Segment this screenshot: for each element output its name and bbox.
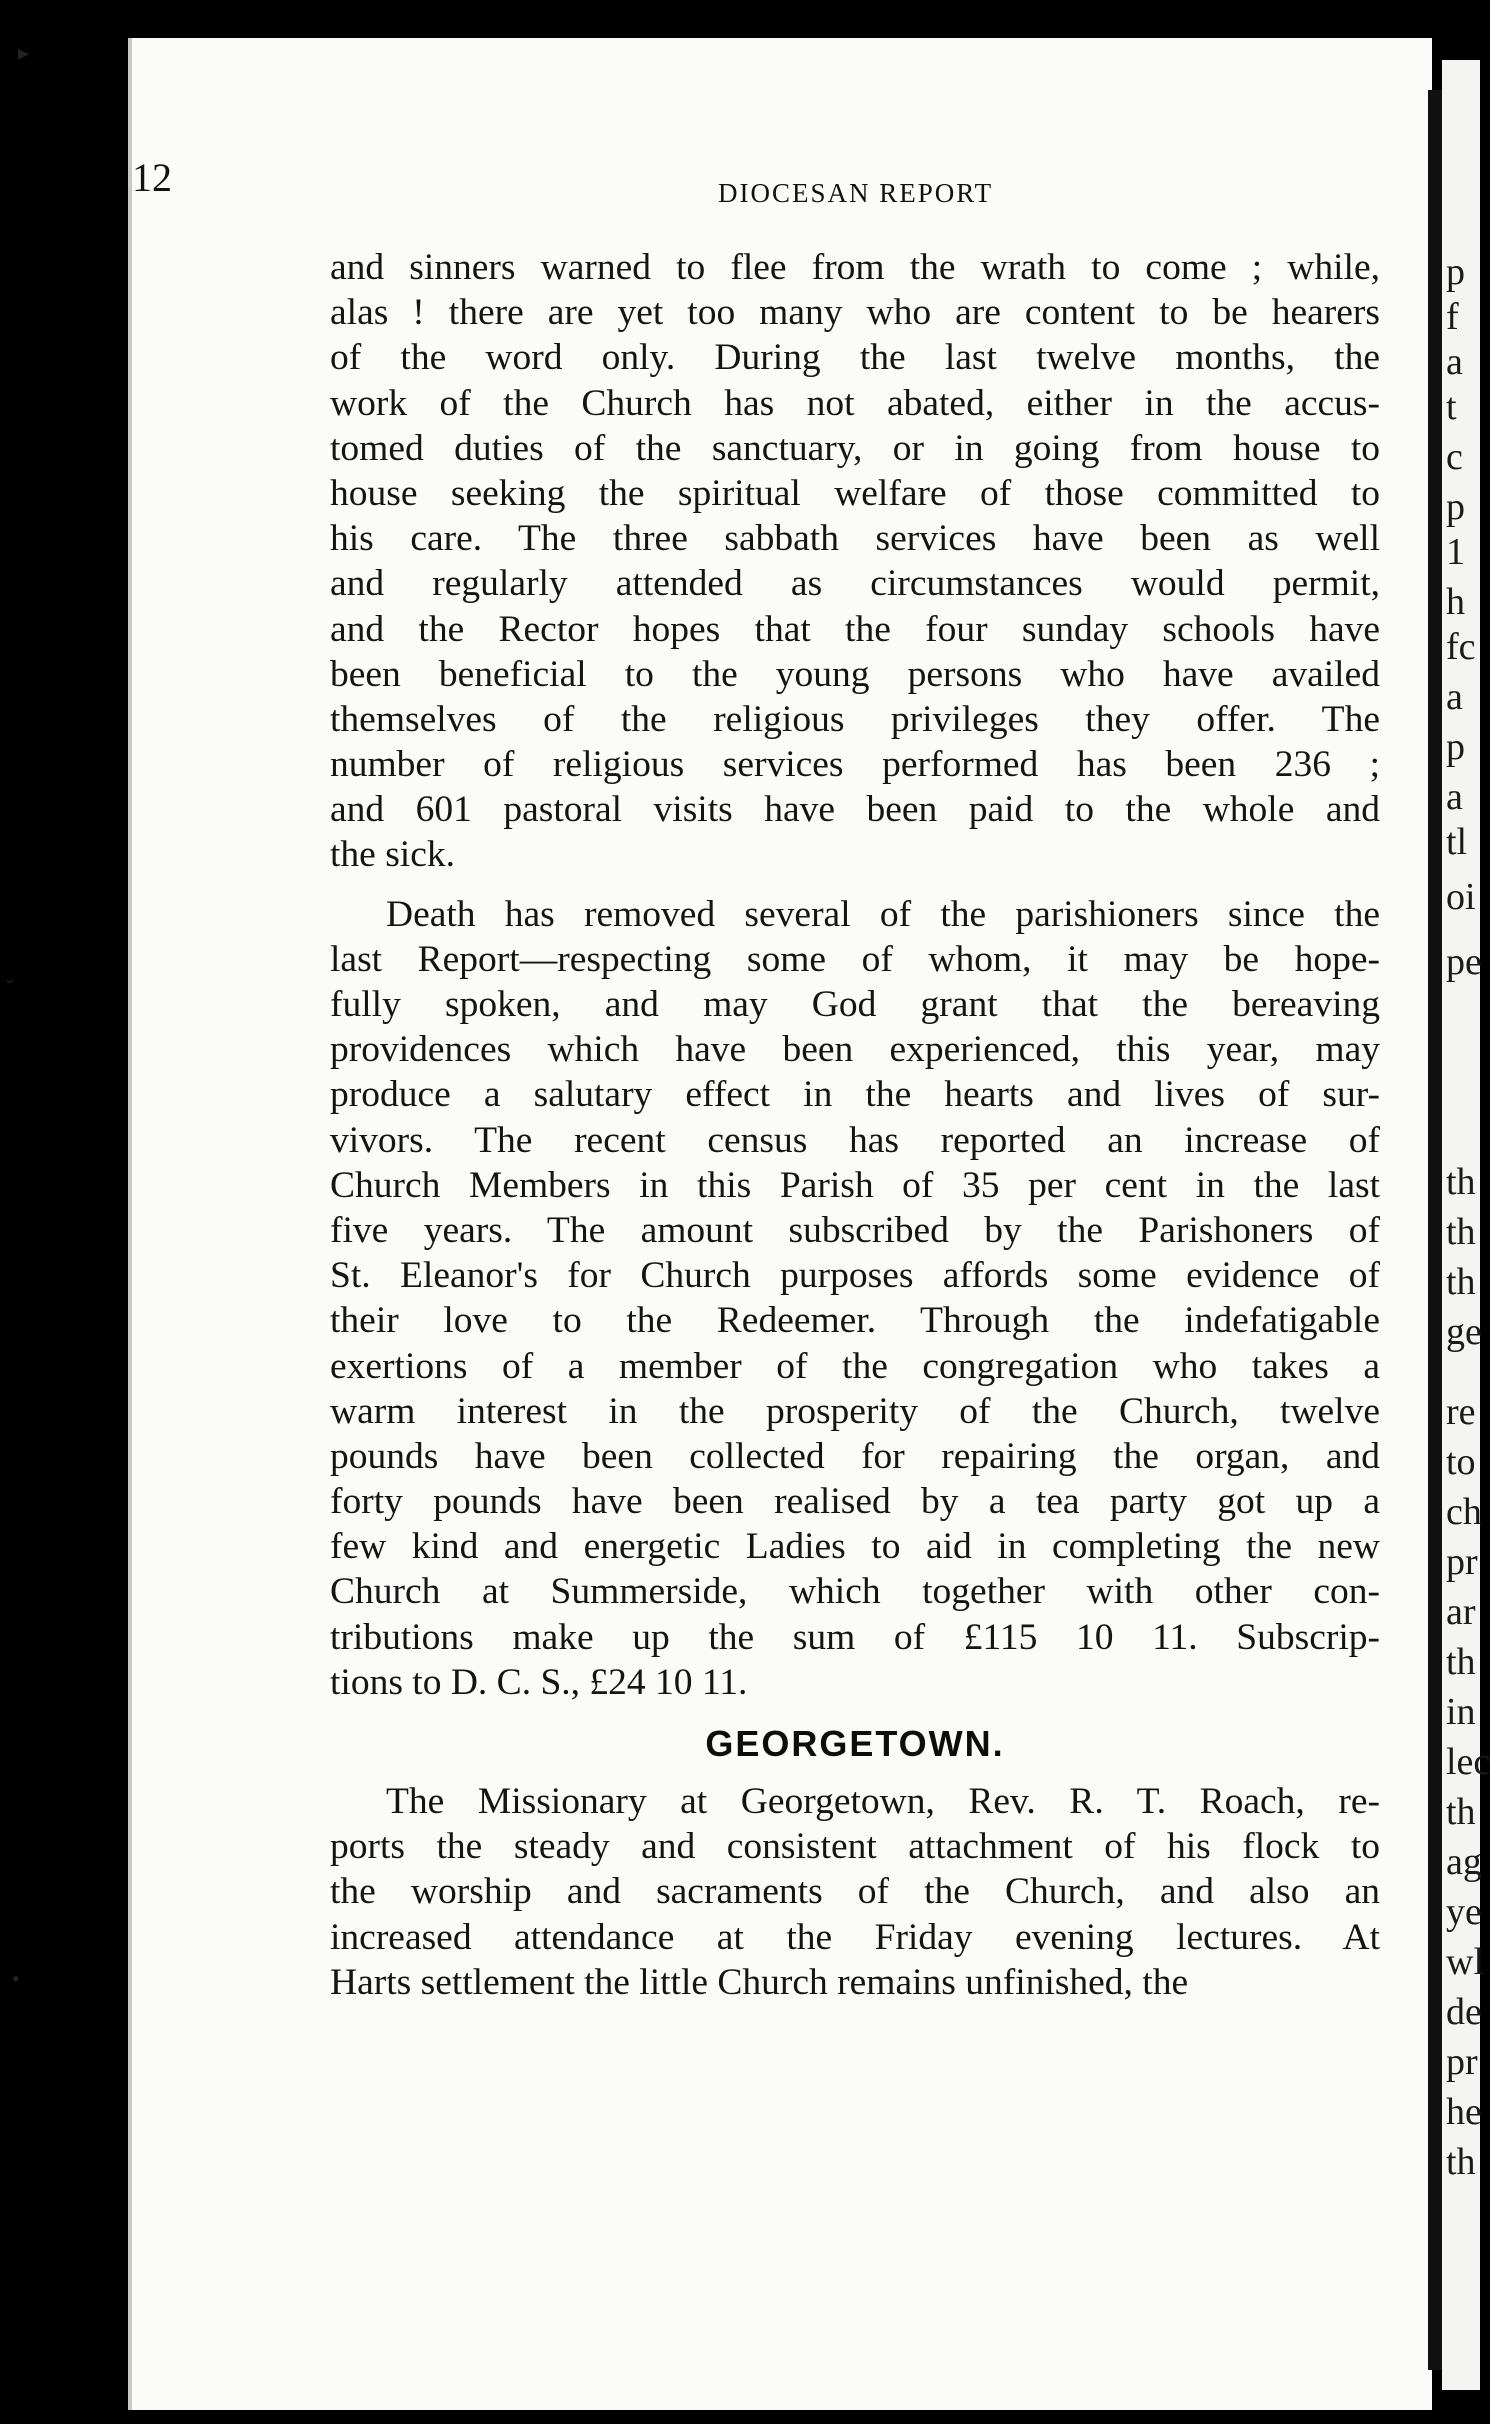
adjacent-page-text-fragment: 1: [1446, 531, 1465, 573]
text-line: his care. The three sabbath services have been as well: [330, 518, 1380, 560]
text-line: fully spoken, and may God grant that the bereaving: [330, 984, 1380, 1025]
adjacent-page-text-fragment: ye: [1446, 1891, 1482, 1933]
text-line: number of religious services performed has been 236 ;: [330, 744, 1380, 786]
text-line: produce a salutary effect in the hearts and lives of sur-: [330, 1074, 1380, 1116]
adjacent-page-text-fragment: pr: [1446, 2041, 1478, 2083]
text-line: themselves of the religious privileges they offer. The: [330, 698, 1380, 740]
text-line: Death has removed several of the parishioners since the: [386, 893, 1380, 935]
adjacent-page-text-fragment: t: [1446, 386, 1457, 428]
adjacent-page-text-fragment: ar: [1446, 1591, 1476, 1633]
text-line: vivors. The recent census has reported an increase of: [330, 1119, 1380, 1161]
adjacent-page-text-fragment: ag: [1446, 1841, 1482, 1883]
text-line: St. Eleanor's for Church purposes affords some evidence of: [330, 1255, 1380, 1297]
text-line: forty pounds have been realised by a tea party got up a: [330, 1481, 1380, 1523]
text-line: ports the steady and consistent attachment of his flock to: [330, 1826, 1380, 1868]
running-head: DIOCESAN REPORT: [718, 178, 994, 208]
adjacent-page-text-fragment: de: [1446, 1991, 1482, 2033]
adjacent-page-text-fragment: to: [1446, 1441, 1476, 1483]
paragraph-3: [330, 1779, 1380, 2005]
scan-artifact: ▸: [18, 40, 30, 65]
paragraph-gap: [330, 878, 1380, 892]
adjacent-page-text-fragment: th: [1446, 2141, 1476, 2183]
adjacent-page-text-fragment: a: [1446, 341, 1463, 383]
section-heading-georgetown: GEORGETOWN.: [705, 1723, 1005, 1764]
text-line: the sick.: [330, 834, 455, 876]
adjacent-page-text-fragment: p: [1446, 251, 1465, 293]
scan-artifact: •: [12, 1966, 20, 1991]
page-body: [330, 245, 1380, 2005]
adjacent-page-text-fragment: fc: [1446, 626, 1476, 668]
adjacent-page-text-fragment: wl: [1446, 1941, 1484, 1983]
text-line: Church Members in this Parish of 35 per cent in the last: [330, 1164, 1380, 1206]
paragraph-2: [330, 892, 1380, 1705]
adjacent-page-text-fragment: a: [1446, 676, 1463, 718]
text-line: Church at Summerside, which together with other con-: [330, 1571, 1380, 1613]
text-line: and the Rector hopes that the four sunday schools have: [330, 608, 1380, 650]
adjacent-page-text-fragment: c: [1446, 436, 1463, 478]
adjacent-page-text-fragment: th: [1446, 1261, 1476, 1303]
adjacent-page-text-fragment: tl: [1446, 821, 1468, 863]
adjacent-page-text-fragment: a: [1446, 776, 1463, 818]
adjacent-page-text-fragment: p: [1446, 486, 1465, 528]
text-line: and 601 pastoral visits have been paid to the whole and: [330, 789, 1380, 831]
text-line: alas ! there are yet too many who are content to be hearers: [330, 292, 1380, 334]
adjacent-page-text-fragment: h: [1446, 581, 1465, 623]
text-line: The Missionary at Georgetown, Rev. R. T. Roach, re-: [386, 1781, 1380, 1822]
text-line: tions to D. C. S., £24 10 11.: [330, 1661, 748, 1703]
page-gutter-shadow: [1428, 90, 1442, 2370]
text-line: last Report—respecting some of whom, it may be hope-: [330, 938, 1380, 980]
adjacent-page-text-fragment: pr: [1446, 1541, 1478, 1583]
adjacent-page-text-fragment: he: [1446, 2091, 1482, 2133]
text-line: been beneficial to the young persons who have availed: [330, 653, 1380, 695]
scan-artifact: ˇ: [6, 975, 14, 1000]
text-line: the worship and sacraments of the Church, and also an: [330, 1871, 1380, 1913]
adjacent-page-text-fragment: th: [1446, 1211, 1476, 1253]
text-line: few kind and energetic Ladies to aid in completing the new: [330, 1526, 1380, 1568]
adjacent-page-text-fragment: ch: [1446, 1491, 1482, 1533]
text-line: Harts settlement the little Church remains unfinished, the: [330, 1961, 1189, 2003]
adjacent-page-text-fragment: p: [1446, 726, 1465, 768]
text-line: five years. The amount subscribed by the Parishoners of: [330, 1209, 1380, 1251]
text-line: increased attendance at the Friday evening lectures. At: [330, 1916, 1380, 1958]
page-number: 12: [132, 155, 172, 200]
adjacent-page-text-fragment: f: [1446, 296, 1459, 338]
text-line: of the word only. During the last twelve months, the: [330, 337, 1380, 379]
adjacent-page-fragment: [1442, 60, 1490, 2390]
text-line: house seeking the spiritual welfare of those committed to: [330, 472, 1380, 514]
text-line: exertions of a member of the congregation who takes a: [330, 1345, 1380, 1387]
text-line: their love to the Redeemer. Through the indefatigable: [330, 1300, 1380, 1342]
adjacent-page-text-fragment: pe: [1446, 941, 1482, 983]
adjacent-page-text-fragment: re: [1446, 1391, 1476, 1433]
adjacent-page-text-fragment: th: [1446, 1791, 1476, 1833]
text-line: pounds have been collected for repairing the organ, and: [330, 1435, 1380, 1477]
adjacent-page-text-fragment: in: [1446, 1691, 1476, 1733]
text-line: providences which have been experienced, this year, may: [330, 1029, 1380, 1071]
adjacent-page-text-fragment: ge: [1446, 1311, 1482, 1353]
text-line: tomed duties of the sanctuary, or in going from house to: [330, 427, 1380, 469]
text-line: warm interest in the prosperity of the Church, twelve: [330, 1390, 1380, 1432]
text-line: work of the Church has not abated, either in the accus-: [330, 382, 1380, 424]
text-line: tributions make up the sum of £115 10 11. Subscrip-: [330, 1616, 1380, 1658]
adjacent-page-text-fragment: th: [1446, 1161, 1476, 1203]
paragraph-1: [330, 245, 1380, 878]
adjacent-page-text-fragment: th: [1446, 1641, 1476, 1683]
text-line: and regularly attended as circumstances would permit,: [330, 563, 1380, 605]
text-line: and sinners warned to flee from the wrath to come ; while,: [330, 247, 1380, 288]
adjacent-page-text-fragment: lec: [1446, 1741, 1490, 1783]
adjacent-page-text-fragment: oi: [1446, 876, 1476, 918]
